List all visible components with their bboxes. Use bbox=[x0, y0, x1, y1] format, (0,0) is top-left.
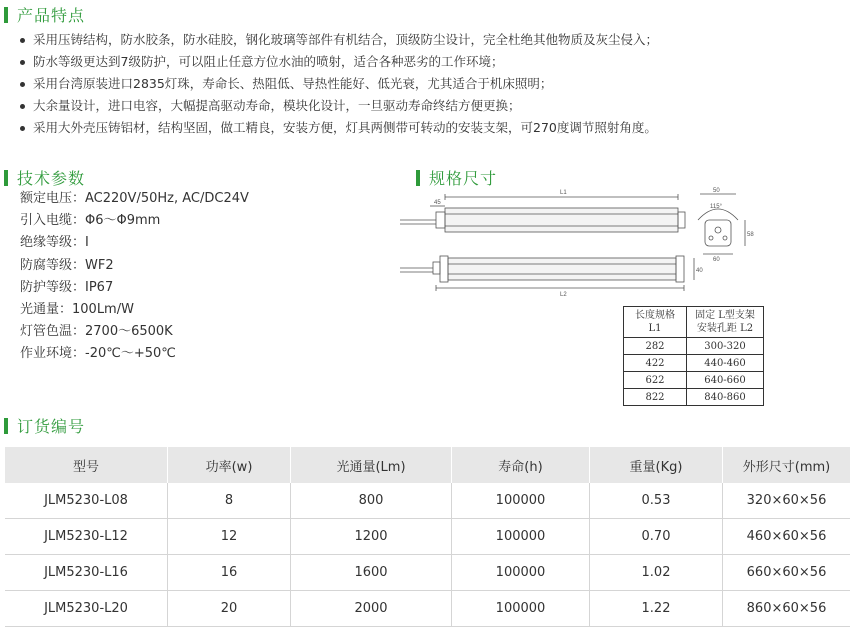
label-angle: 115° bbox=[710, 204, 722, 210]
features-heading bbox=[4, 3, 85, 26]
table-row: 622 640-660 bbox=[624, 372, 764, 389]
label-l2: L2 bbox=[560, 292, 567, 298]
col-power: 功率(w) bbox=[168, 447, 291, 483]
ordering-heading bbox=[4, 414, 85, 437]
features-title: 产品特点 bbox=[17, 6, 86, 25]
feature-item: 采用大外壳压铸铝材，结构坚固，做工精良，安装方便，灯具两侧带可转动的安装支架，可270度调节照射角度。 bbox=[20, 117, 658, 139]
col-life: 寿命(h) bbox=[452, 447, 590, 483]
bullet-icon bbox=[20, 126, 25, 131]
bullet-icon bbox=[20, 104, 25, 109]
heading-marker bbox=[4, 418, 8, 434]
feature-item: 防水等级更达到7级防护，可以阻止任意方位水油的喷射，适合各种恶劣的工作环境； bbox=[20, 51, 658, 73]
table-row: JLM5230-L08 8 800 100000 0.53 320×60×56 bbox=[5, 483, 850, 519]
table-row: 822 840-860 bbox=[624, 389, 764, 406]
bullet-icon bbox=[20, 38, 25, 43]
col-flux: 光通量(Lm) bbox=[291, 447, 452, 483]
table-row: 422 440-460 bbox=[624, 355, 764, 372]
col-size: 外形尺寸(mm) bbox=[723, 447, 851, 483]
table-row: JLM5230-L20 20 2000 100000 1.22 860×60×56 bbox=[5, 591, 850, 627]
specs-heading bbox=[4, 166, 85, 189]
label-w60: 60 bbox=[713, 257, 720, 263]
feature-item: 采用台湾原装进口2835灯珠，寿命长、热阻低、导热性能好、低光衰，尤其适合于机床照明； bbox=[20, 73, 658, 95]
spec-item: 作业环境：-20℃～+50℃ bbox=[20, 346, 176, 362]
length-spec-table bbox=[623, 306, 764, 406]
table-row: 282 300-320 bbox=[624, 338, 764, 355]
col-model: 型号 bbox=[5, 447, 168, 483]
feature-item: 大余量设计，进口电容，大幅提高驱动寿命，模块化设计，一旦驱动寿命终结方便更换； bbox=[20, 95, 658, 117]
ordering-title: 订货编号 bbox=[17, 417, 86, 436]
dimension-drawing bbox=[400, 184, 770, 302]
label-w50: 50 bbox=[713, 188, 720, 194]
label-l1: L1 bbox=[560, 190, 567, 196]
label-h58: 58 bbox=[747, 232, 754, 238]
bullet-icon bbox=[20, 82, 25, 87]
dimensions-title: 规格尺寸 bbox=[429, 169, 498, 188]
specs-title: 技术参数 bbox=[17, 169, 86, 188]
table-header-row bbox=[5, 447, 850, 483]
spec-item: 光通量：100Lm/W bbox=[20, 302, 134, 318]
label-h40: 40 bbox=[696, 268, 703, 274]
hole-distance-header: 固定 L型支架安装孔距 L2 bbox=[687, 307, 764, 338]
heading-marker bbox=[4, 170, 8, 186]
bullet-icon bbox=[20, 60, 25, 65]
ordering-table bbox=[5, 447, 850, 627]
spec-item: 灯管色温：2700～6500K bbox=[20, 324, 173, 340]
feature-item: 采用压铸结构，防水胶条，防水硅胶，钢化玻璃等部件有机结合，顶级防尘设计，完全杜绝其他物质及灰尘侵入； bbox=[20, 29, 658, 51]
length-header: 长度规格 L1 bbox=[624, 307, 687, 338]
table-row: JLM5230-L16 16 1600 100000 1.02 660×60×56 bbox=[5, 555, 850, 591]
spec-item: 防腐等级：WF2 bbox=[20, 257, 114, 273]
heading-marker bbox=[4, 7, 8, 23]
spec-item: 额定电压：AC220V/50Hz, AC/DC24V bbox=[20, 191, 249, 206]
table-row: JLM5230-L12 12 1200 100000 0.70 460×60×56 bbox=[5, 519, 850, 555]
spec-item: 防护等级：IP67 bbox=[20, 279, 114, 295]
spec-item: 引入电缆：Φ6～Φ9mm bbox=[20, 213, 161, 229]
label-w45: 45 bbox=[434, 200, 441, 206]
spec-item: 绝缘等级：I bbox=[20, 235, 89, 251]
col-weight: 重量(Kg) bbox=[590, 447, 723, 483]
specs-list bbox=[20, 188, 249, 366]
features-list bbox=[20, 29, 658, 139]
